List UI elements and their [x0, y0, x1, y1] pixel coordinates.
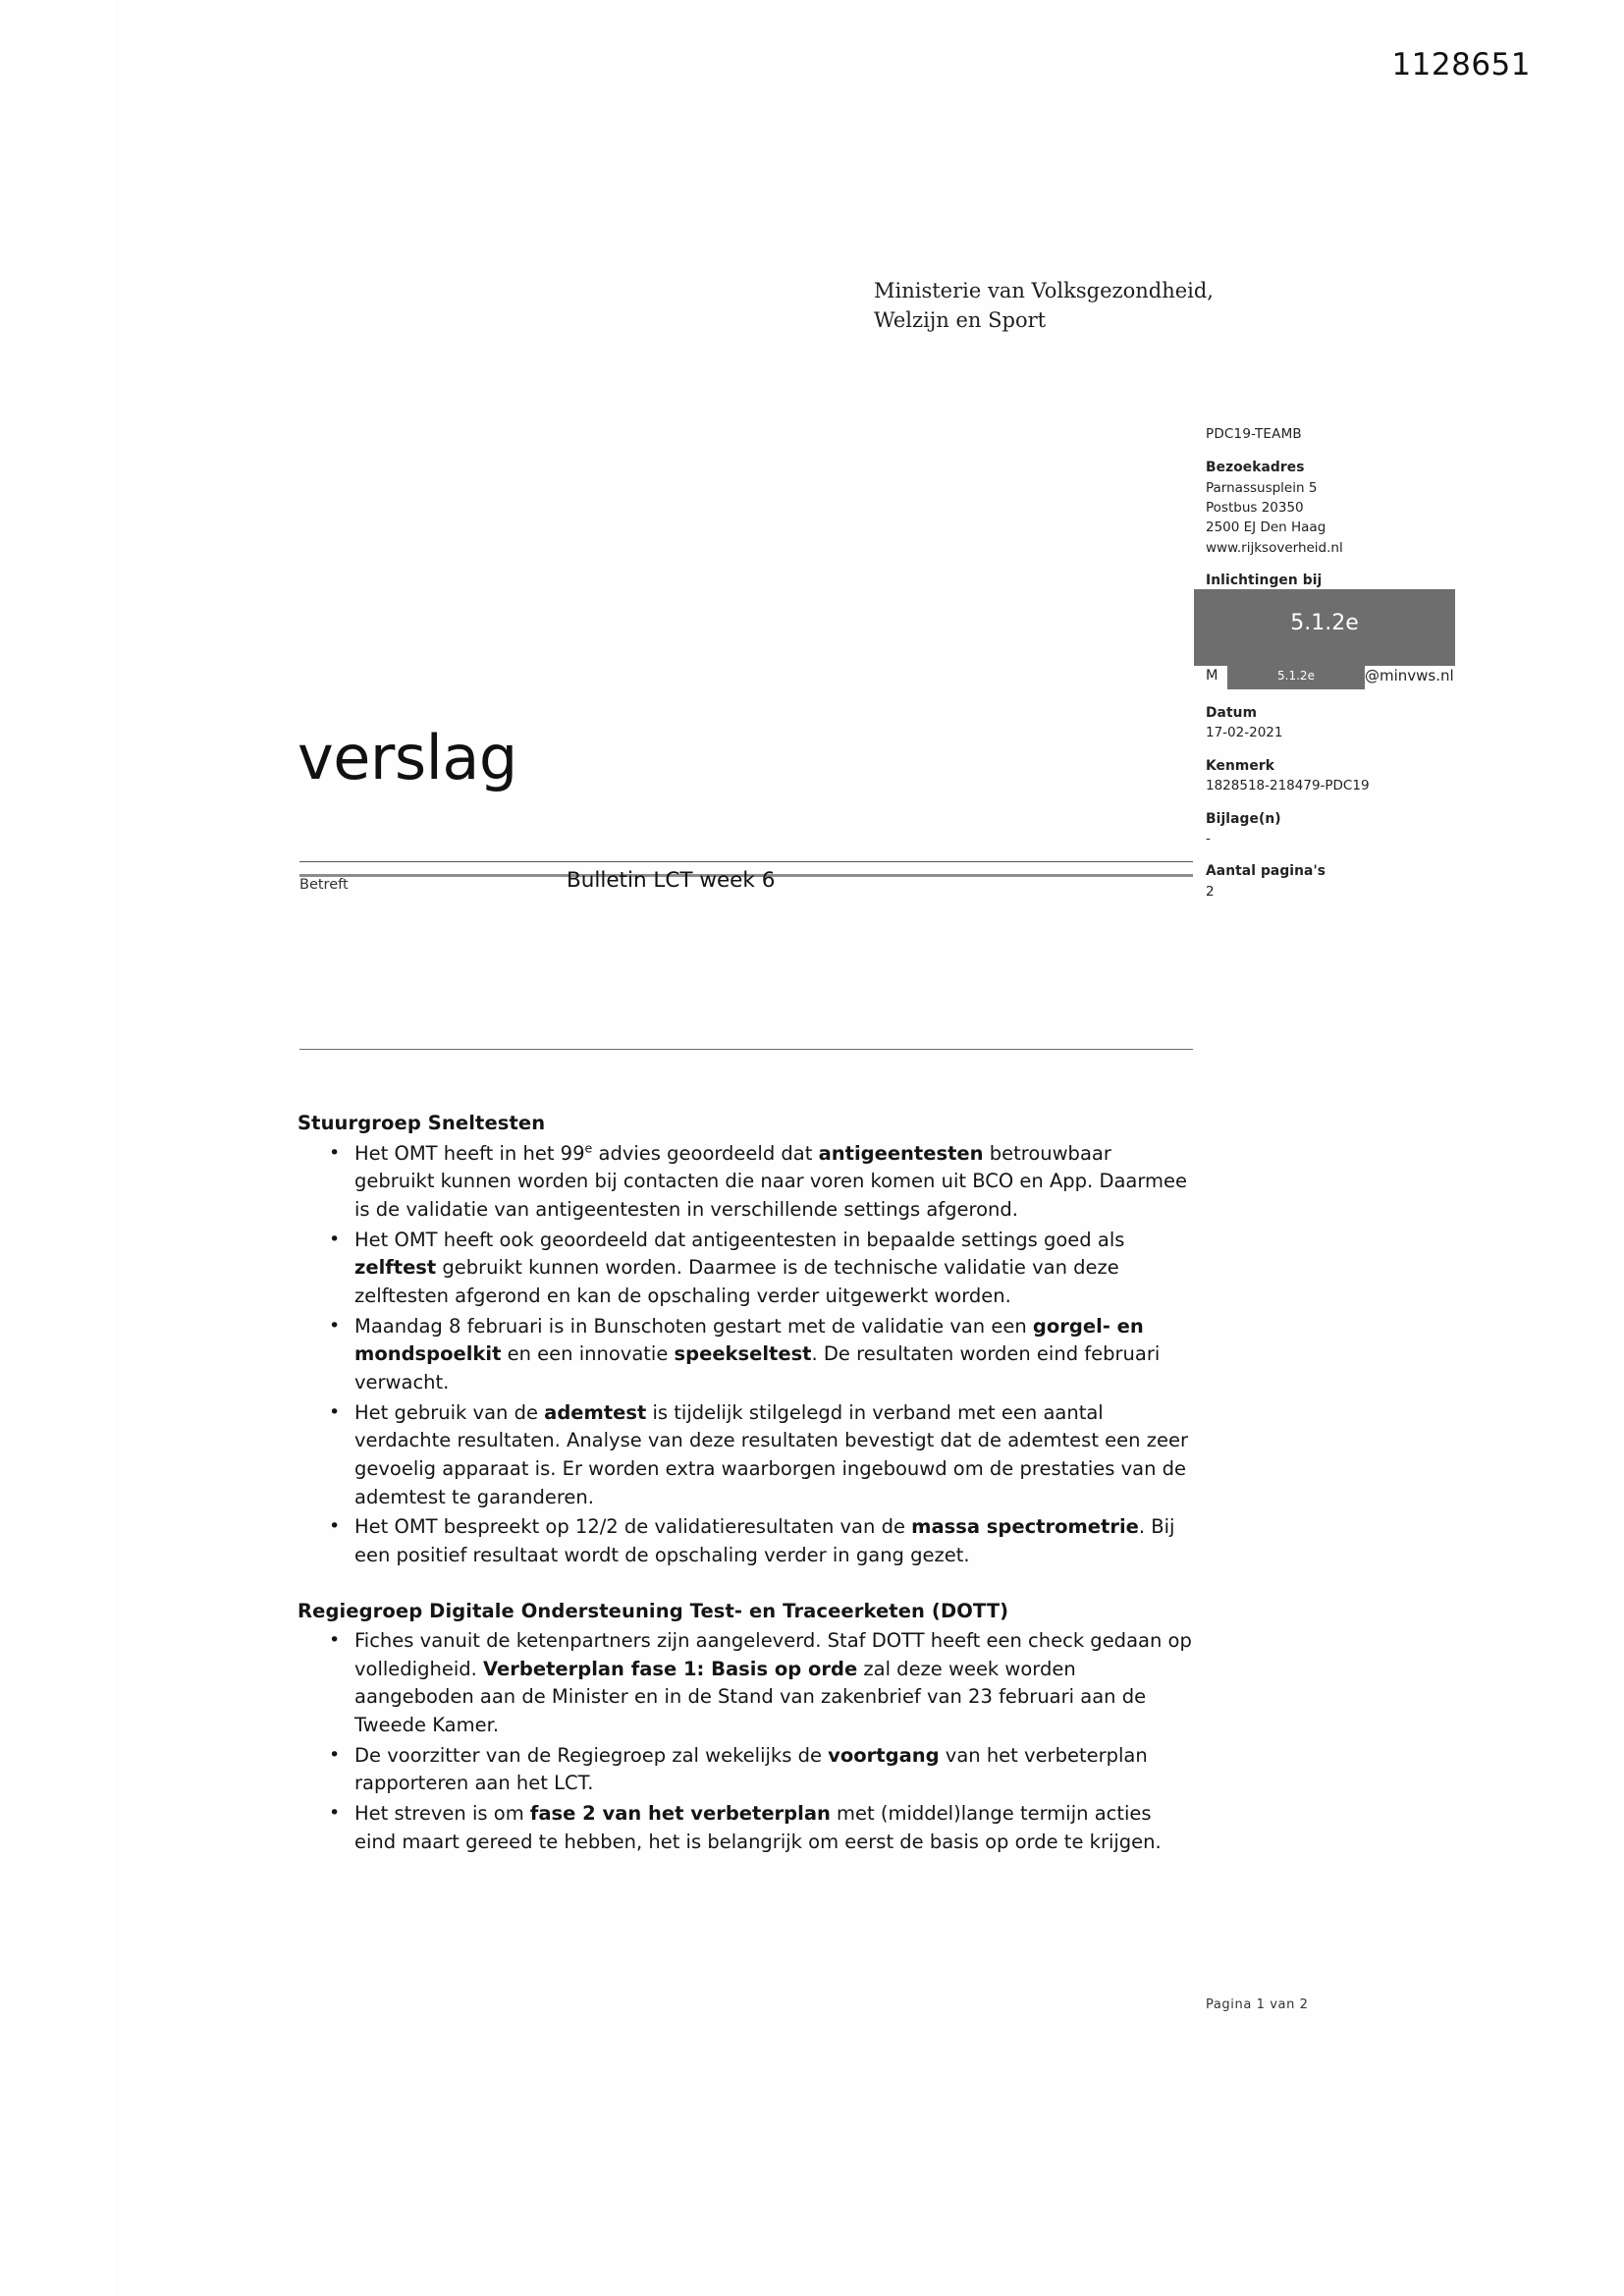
reference-label: Kenmerk: [1206, 757, 1275, 774]
document-number: 1128651: [1391, 47, 1531, 82]
attachment-block: [1206, 809, 1471, 849]
bullet-text: Maandag 8 februari is in Bunschoten gestart met de validatie van een gorgel- en mondspoelkit en een innovatie speekseltest. De resultaten worden eind februari verwacht.: [354, 1314, 1161, 1394]
body-section: [298, 1598, 1196, 1857]
attachment-label: Bijlage(n): [1206, 810, 1281, 827]
bullet-dot-icon: •: [329, 1802, 341, 1825]
section-heading: Regiegroep Digitale Ondersteuning Test- en Traceerketen (DOTT): [298, 1599, 1009, 1622]
divider-thin-bottom: [299, 1049, 1193, 1050]
address-line-3: 2500 EJ Den Haag: [1206, 519, 1326, 536]
ministry-line-1: Ministerie van Volksgezondheid,: [874, 279, 1214, 302]
contact-email-line: [1206, 666, 1481, 689]
body-section: [298, 1110, 1196, 1570]
redaction-code-large: 5.1.2e: [1290, 611, 1359, 635]
information-contact-block: [1206, 571, 1471, 591]
attachment-value: -: [1206, 831, 1211, 847]
date-block: [1206, 703, 1471, 743]
page-count-label: Aantal pagina's: [1206, 863, 1326, 880]
page-count-value: 2: [1206, 884, 1215, 901]
section-bullet-list: [298, 1140, 1196, 1570]
bullet-text: Fiches vanuit de ketenpartners zijn aangeleverd. Staf DOTT heeft een check gedaan op volledigheid. Verbeterplan fase 1: Basis op orde zal deze week worden aangeboden aan de Minister en in de Stand van zakenbrief van 23 februari aan de Tweede Kamer.: [354, 1629, 1192, 1737]
visiting-address-block: [1206, 458, 1471, 558]
bullet-item: [298, 1313, 1196, 1397]
bullet-item: [298, 1742, 1196, 1798]
bullet-dot-icon: •: [329, 1629, 341, 1652]
date-label: Datum: [1206, 704, 1258, 721]
subject-value: Bulletin LCT week 6: [567, 868, 776, 893]
bullet-dot-icon: •: [329, 1228, 341, 1250]
address-line-1: Parnassusplein 5: [1206, 479, 1318, 496]
reference-value: 1828518-218479-PDC19: [1206, 778, 1370, 794]
bullet-dot-icon: •: [329, 1743, 341, 1766]
bullet-item: [298, 1627, 1196, 1740]
ministry-logo-text: [874, 277, 1214, 336]
visiting-address-label: Bezoekadres: [1206, 460, 1305, 476]
bullet-text: Het streven is om fase 2 van het verbeterplan met (middel)lange termijn acties eind maart gereed te hebben, het is belangrijk om eerst de basis op orde te krijgen.: [354, 1802, 1162, 1853]
bullet-text: Het OMT bespreekt op 12/2 de validatieresultaten van de massa spectrometrie. Bij een positief resultaat wordt de opschaling verder in gang gezet.: [354, 1515, 1175, 1566]
document-body: [298, 1110, 1196, 1858]
bullet-item: [298, 1513, 1196, 1569]
email-domain: @minvws.nl: [1365, 667, 1454, 684]
bullet-item: [298, 1800, 1196, 1856]
information-contact-label: Inlichtingen bij: [1206, 572, 1323, 588]
bullet-dot-icon: •: [329, 1515, 341, 1538]
redaction-box-small: [1227, 664, 1365, 689]
bullet-dot-icon: •: [329, 1314, 341, 1337]
subject-label: Betreft: [299, 877, 349, 893]
ministry-line-2: Welzijn en Sport: [874, 307, 1047, 332]
redaction-code-small: 5.1.2e: [1277, 669, 1315, 683]
bullet-text: Het OMT heeft in het 99e advies geoordeeld dat antigeentesten betrouwbaar gebruikt kunnen worden bij contacten die naar voren komen uit BCO en App. Daarmee is de validatie van antigeentesten in verschillende settings afgerond.: [354, 1140, 1188, 1221]
pdc-code: PDC19-TEAMB: [1206, 426, 1302, 442]
website-url[interactable]: www.rijksoverheid.nl: [1206, 539, 1343, 556]
date-value: 17-02-2021: [1206, 725, 1283, 741]
redaction-box-large: [1194, 589, 1455, 666]
page-title: verslag: [298, 722, 517, 793]
bullet-dot-icon: •: [329, 1400, 341, 1423]
bullet-item: [298, 1140, 1196, 1225]
bullet-text: Het gebruik van de ademtest is tijdelijk stilgelegd in verband met een aantal verdachte resultaten. Analyse van deze resultaten bevestigt dat de ademtest een zeer gevoelig apparaat is. Er worden extra waarborgen ingebouwd om de prestaties van de ademtest te garanderen.: [354, 1400, 1188, 1508]
reference-block: [1206, 756, 1471, 796]
page-count-block: [1206, 861, 1471, 902]
bullet-dot-icon: •: [329, 1141, 341, 1164]
mobile-prefix: M: [1206, 668, 1218, 683]
page-footer: Pagina 1 van 2: [1206, 1997, 1309, 2012]
bullet-item: [298, 1399, 1196, 1512]
bullet-text: De voorzitter van de Regiegroep zal wekelijks de voortgang van het verbeterplan rapporteren aan het LCT.: [354, 1743, 1148, 1795]
section-bullet-list: [298, 1627, 1196, 1856]
bullet-item: [298, 1227, 1196, 1311]
address-line-2: Postbus 20350: [1206, 500, 1304, 517]
divider-thin-top: [299, 861, 1193, 862]
bullet-text: Het OMT heeft ook geoordeeld dat antigeentesten in bepaalde settings goed als zelftest gebruikt kunnen worden. Daarmee is de technische validatie van deze zelftesten afgerond en kan de opschaling verder uitgewerkt worden.: [354, 1228, 1125, 1307]
section-heading: Stuurgroep Sneltesten: [298, 1112, 546, 1134]
